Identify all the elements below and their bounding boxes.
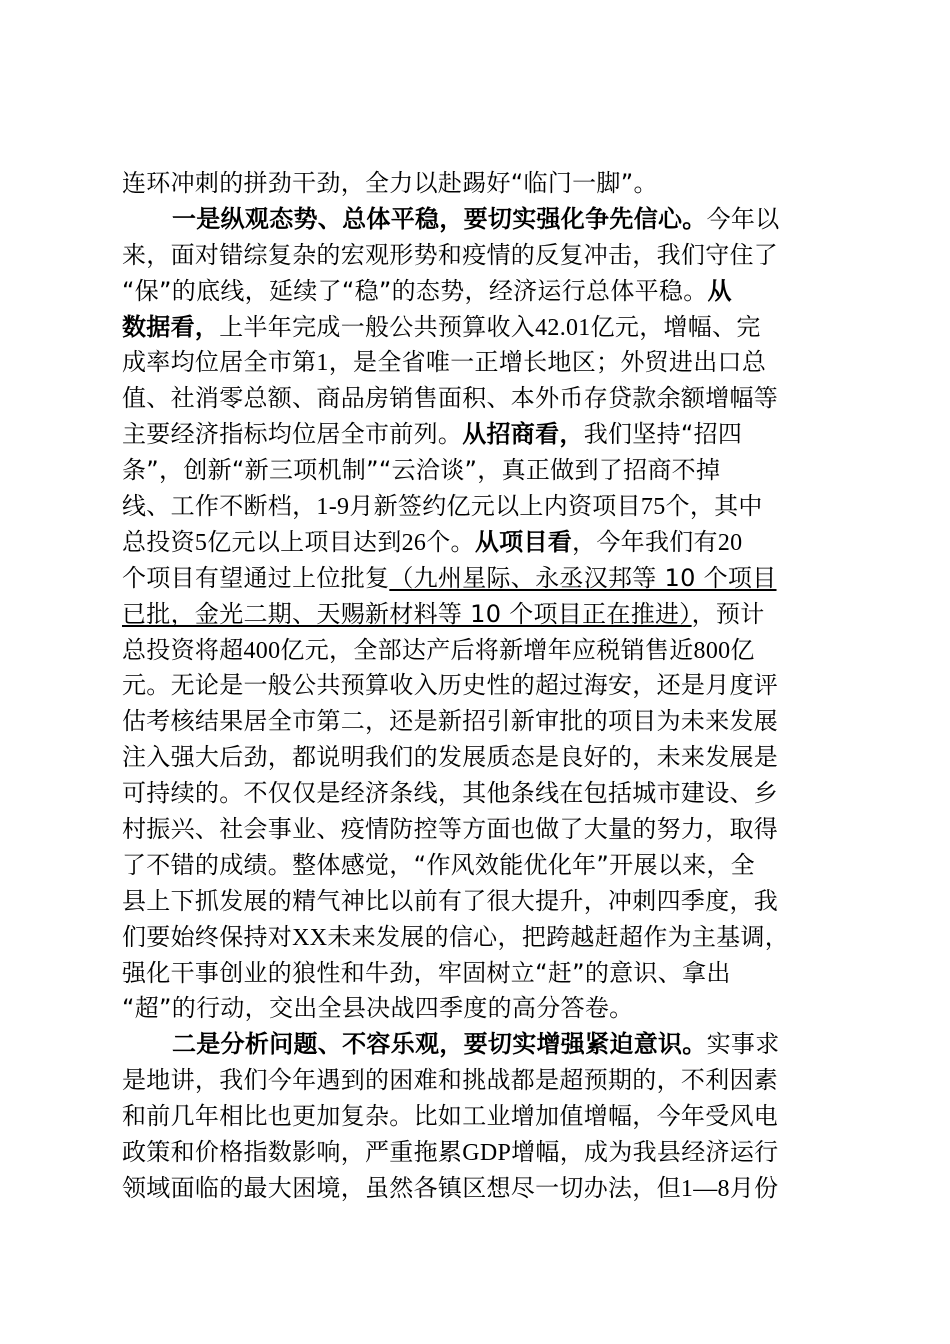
number: 75 — [640, 494, 666, 521]
text-run: 个，其中 — [665, 492, 763, 521]
text-run: 了不错的成绩。整体感觉，“作风效能优化年”开展以来，全 — [122, 850, 755, 879]
text-run: 亿元，全部达产后将新增年应税销售近 — [280, 635, 694, 664]
paragraph-first-line — [122, 202, 842, 238]
heading-one: 一是纵观态势、总体平稳，要切实强化争先信心。 — [172, 204, 707, 233]
text-run: 上半年完成一般公共预算收入 — [219, 312, 536, 341]
text-run: 可持续的。不仅仅是经济条线，其他条线在包括城市建设、乡 — [122, 779, 779, 808]
text-run: 个项目有望通过上位批复 — [122, 563, 390, 592]
number: 1—8 — [680, 1175, 730, 1202]
text-run: 总投资 — [122, 527, 195, 556]
text-run: 估考核结果居全市第二，还是新招引新审批的项目为未来发展 — [122, 707, 779, 736]
text-run: 政策和价格指数影响，严重拖累 — [122, 1138, 463, 1167]
text-run: 线、工作不断档， — [122, 492, 317, 521]
number: 1 — [316, 350, 329, 377]
text-line — [122, 310, 842, 346]
text-line — [122, 633, 842, 669]
bold-lead: 从项目看 — [474, 527, 573, 556]
bold-lead: 从招商看， — [462, 420, 584, 449]
text-run: 们要始终保持对 — [122, 922, 293, 951]
text-run: 连环冲刺的拼劲干劲，全力以赴踢好“临门一脚”。 — [122, 169, 658, 197]
text-run: 县上下抓发展的精气神比以前有了很大提升，冲刺四季度，我 — [122, 886, 779, 915]
text-line — [122, 740, 842, 776]
text-run: 注入强大后劲，都说明我们的发展质态是良好的，未来发展是 — [122, 743, 779, 772]
text-line — [122, 812, 842, 848]
text-run: 月份 — [729, 1173, 779, 1202]
text-line — [122, 597, 842, 633]
text-run: 未来发展的信心，把跨越赶超作为主基调， — [327, 922, 790, 951]
text-run: 月新签约亿元以上内资项目 — [349, 492, 641, 521]
text-run: 成率均位居全市第 — [122, 348, 317, 377]
text-run: 强化干事创业的狼性和牛劲，牢固树立“赶”的意识、拿出 — [122, 958, 731, 987]
text-line — [122, 417, 842, 453]
body-text — [122, 166, 842, 1207]
text-line — [122, 561, 842, 597]
text-run: 实事求 — [706, 1030, 780, 1059]
underlined-text: 已批，金光二期、天赐新材料等 10 个项目正在推进） — [122, 599, 692, 628]
text-line — [122, 489, 842, 525]
text-run: 元。无论是一般公共预算收入历史性的超过海安，还是月度评 — [122, 671, 779, 700]
text-run: 总投资将超 — [122, 635, 244, 664]
text-run: 主要经济指标均位居全市前列。 — [122, 420, 463, 449]
text-run: 亿元以上项目达到 — [207, 527, 402, 556]
text-line — [122, 525, 842, 561]
text-run: 村振兴、社会事业、疫情防控等方面也做了大量的努力，取得 — [122, 815, 779, 844]
text-line — [122, 274, 842, 310]
text-line — [122, 1099, 842, 1135]
underlined-text: （九州星际、永丞汉邦等 10 个项目 — [389, 563, 777, 592]
text-line — [122, 345, 842, 381]
text-line — [122, 1063, 842, 1099]
text-line — [122, 956, 842, 992]
text-line — [122, 381, 842, 417]
text-line — [122, 884, 842, 920]
text-run: 值、社消零总额、商品房销售面积、本外币存贷款余额增幅等 — [122, 384, 779, 413]
text-line — [122, 166, 842, 202]
text-line — [122, 848, 842, 884]
text-run: “保”的底线，延续了“稳”的态势，经济运行总体平稳。 — [122, 276, 708, 305]
text-line — [122, 453, 842, 489]
text-run: 增幅，成为我县经济运行 — [511, 1138, 779, 1167]
paragraph-first-line — [122, 1027, 842, 1063]
number: XX — [292, 924, 328, 951]
number: 5 — [194, 529, 208, 556]
text-run: 今年以 — [706, 204, 780, 233]
number: 800 — [693, 637, 731, 664]
text-run: 领域面临的最大困境，虽然各镇区想尽一切办法，但 — [122, 1173, 681, 1202]
text-line — [122, 238, 842, 274]
bold-lead: 数据看， — [122, 312, 220, 341]
text-run: 亿 — [730, 635, 755, 664]
text-run: ，今年我们有 — [572, 527, 718, 556]
text-line — [122, 1135, 842, 1171]
text-line — [122, 776, 842, 812]
text-run: 条”，创新“新三项机制”“云洽谈”，真正做到了招商不掉 — [122, 456, 721, 485]
text-line — [122, 704, 842, 740]
number: 42.01 — [535, 314, 591, 341]
number: 400 — [243, 637, 281, 664]
number: 26 — [401, 529, 427, 556]
text-line — [122, 668, 842, 704]
text-run: 和前几年相比也更加复杂。比如工业增加值增幅，今年受风电 — [122, 1102, 779, 1131]
number: GDP — [462, 1140, 512, 1167]
number: 20 — [717, 529, 743, 556]
number: 1-9 — [316, 494, 350, 521]
bold-lead: 从 — [707, 276, 732, 305]
text-run: ，是全省唯一正增长地区；外贸进出口总 — [328, 348, 767, 377]
text-line — [122, 991, 842, 1027]
text-line — [122, 1171, 842, 1207]
text-run: 亿元，增幅、完 — [590, 312, 761, 341]
text-line — [122, 920, 842, 956]
text-run: 来，面对错综复杂的宏观形势和疫情的反复冲击，我们守住了 — [122, 240, 779, 269]
text-run: 我们坚持“招四 — [583, 420, 743, 449]
text-run: ，预计 — [691, 599, 765, 628]
text-run: 是地讲，我们今年遇到的困难和挑战都是超预期的，不利因素 — [122, 1066, 779, 1095]
heading-two: 二是分析问题、不容乐观，要切实增强紧迫意识。 — [172, 1030, 707, 1059]
text-run: “超”的行动，交出全县决战四季度的高分答卷。 — [122, 994, 634, 1023]
text-run: 个。 — [426, 527, 475, 556]
